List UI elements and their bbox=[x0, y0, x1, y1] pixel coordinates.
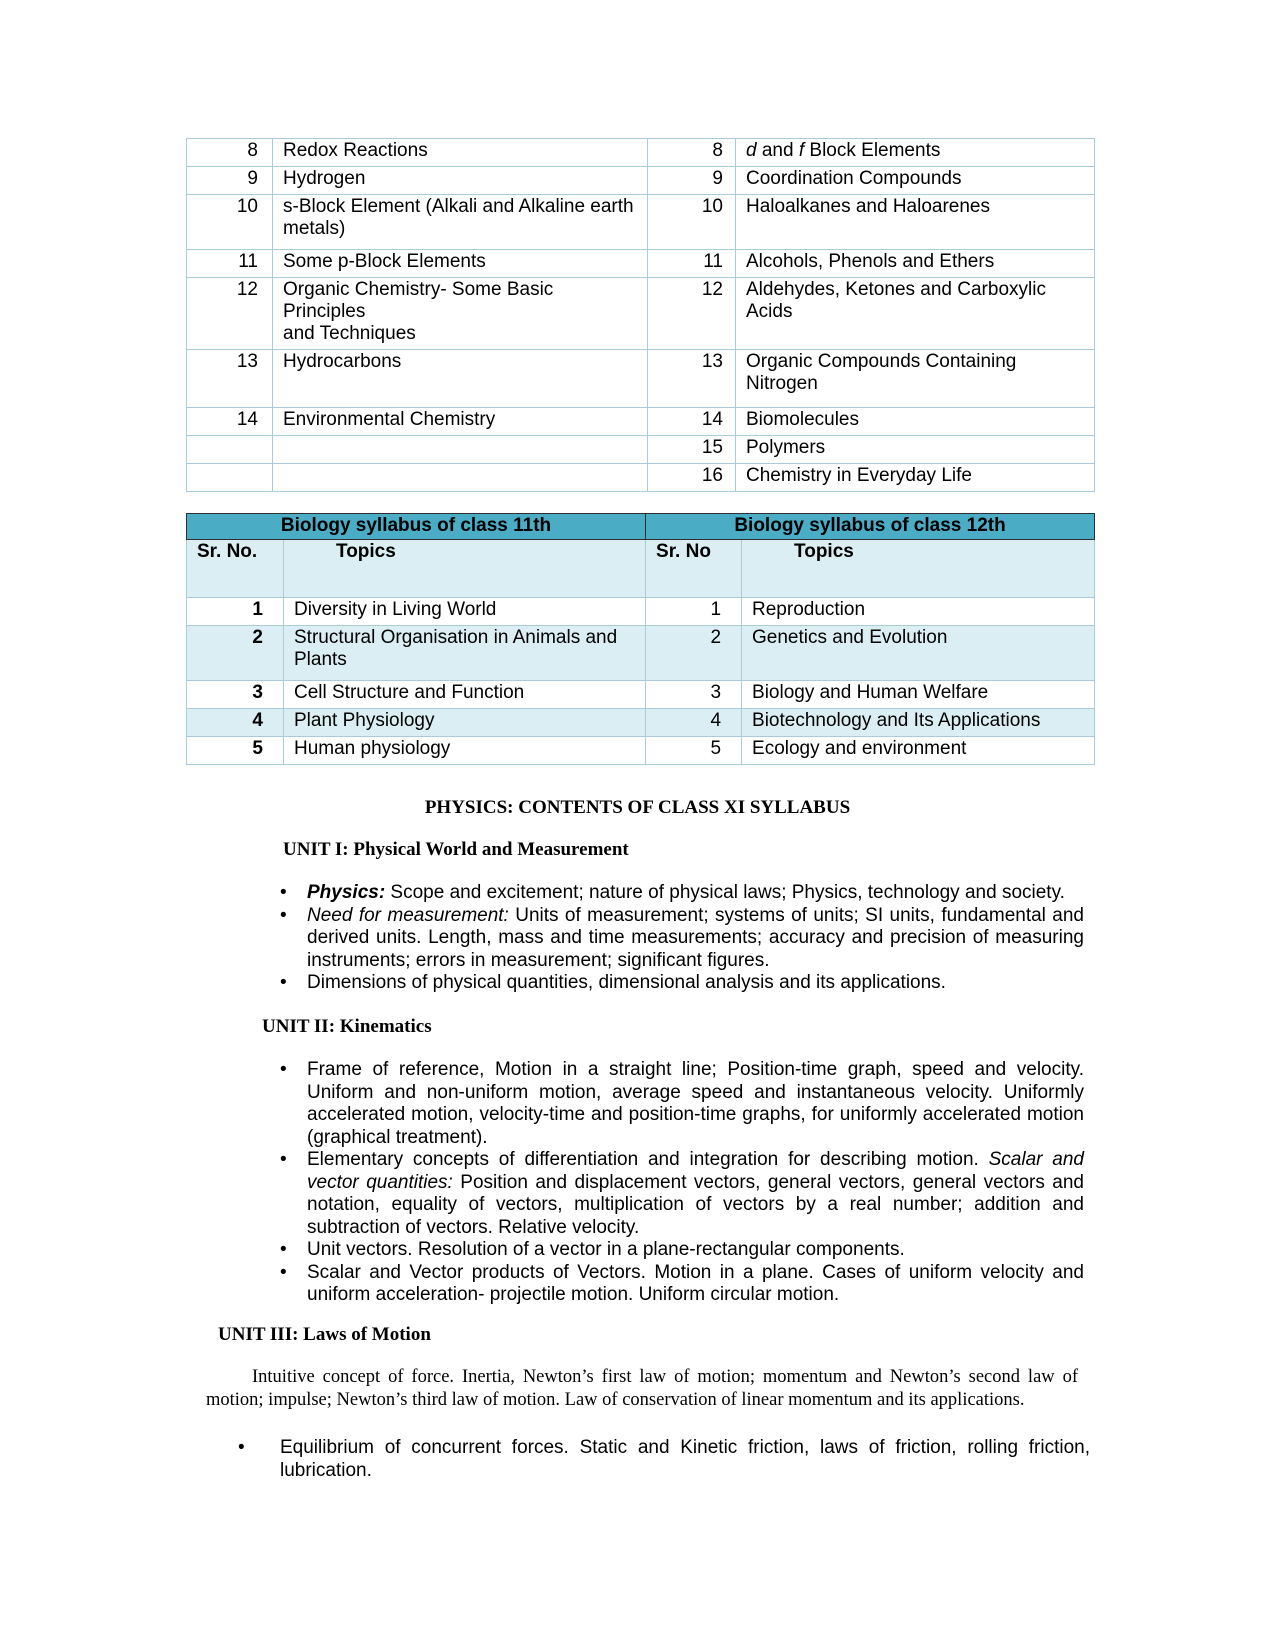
topic: Biomolecules bbox=[736, 408, 1095, 436]
header-topics: Topics bbox=[284, 540, 646, 598]
sr-no bbox=[187, 464, 273, 492]
sr-no: 10 bbox=[187, 195, 273, 250]
sr-no: 13 bbox=[648, 350, 736, 408]
sr-no: 8 bbox=[187, 139, 273, 167]
topic: Chemistry in Everyday Life bbox=[736, 464, 1095, 492]
unit2-bullets bbox=[280, 1059, 1084, 1307]
topic: Hydrogen bbox=[273, 167, 648, 195]
table-row bbox=[187, 598, 1095, 626]
table-row bbox=[187, 681, 1095, 709]
sr-no: 8 bbox=[648, 139, 736, 167]
sr-no: 4 bbox=[646, 709, 742, 737]
header-sr-no: Sr. No bbox=[646, 540, 742, 598]
topic: Hydrocarbons bbox=[273, 350, 648, 408]
unit1-title: UNIT I: Physical World and Measurement bbox=[283, 839, 629, 860]
unit1-bullets bbox=[280, 882, 1084, 995]
list-item: • Equilibrium of concurrent forces. Static and Kinetic friction, laws of friction, rolling friction, lubrication. bbox=[238, 1437, 1090, 1481]
topic: Ecology and environment bbox=[742, 737, 1095, 765]
topic: Reproduction bbox=[742, 598, 1095, 626]
topic: Polymers bbox=[736, 436, 1095, 464]
topic: Cell Structure and Function bbox=[284, 681, 646, 709]
topic: Biology and Human Welfare bbox=[742, 681, 1095, 709]
unit3-paragraph: Intuitive concept of force. Inertia, Newton’s first law of motion; momentum and Newton’s second law of motion; impulse; Newton’s third law of motion. Law of conservation of linear momentum and its applications. bbox=[206, 1367, 1078, 1410]
list-item: • Frame of reference, Motion in a straight line; Position-time graph, speed and velocity. Uniform and non-uniform motion, average speed and instantaneous velocity. Uniformly accelerated motion, velocity-time and position-time graphs, for uniformly accelerated motion (graphical treatment). bbox=[280, 1059, 1084, 1148]
sr-no: 11 bbox=[648, 250, 736, 278]
header-sr-no: Sr. No. bbox=[187, 540, 284, 598]
sr-no: 9 bbox=[187, 167, 273, 195]
sr-no: 2 bbox=[187, 626, 284, 681]
sr-no: 11 bbox=[187, 250, 273, 278]
topic: Haloalkanes and Haloarenes bbox=[736, 195, 1095, 250]
topic: s-Block Element (Alkali and Alkaline earth metals) bbox=[273, 195, 648, 250]
list-item: • Scalar and Vector products of Vectors. Motion in a plane. Cases of uniform velocity and uniform acceleration- projectile motion. Uniform circular motion. bbox=[280, 1261, 1084, 1305]
table-row bbox=[187, 464, 1095, 492]
sr-no: 1 bbox=[187, 598, 284, 626]
header-topics: Topics bbox=[742, 540, 1095, 598]
table-row bbox=[187, 709, 1095, 737]
topic: Plant Physiology bbox=[284, 709, 646, 737]
table-row bbox=[187, 626, 1095, 681]
sr-no: 14 bbox=[648, 408, 736, 436]
unit2-title: UNIT II: Kinematics bbox=[262, 1016, 432, 1037]
sr-no: 13 bbox=[187, 350, 273, 408]
sr-no: 16 bbox=[648, 464, 736, 492]
sr-no: 5 bbox=[646, 737, 742, 765]
list-item: • Physics: Scope and excitement; nature of physical laws; Physics, technology and society. bbox=[280, 882, 1065, 903]
topic: Environmental Chemistry bbox=[273, 408, 648, 436]
list-item: • Elementary concepts of differentiation and integration for describing motion. Scalar and vector quantities: Position and displacement vectors, general vectors, general vectors and notation, equality of vectors, multiplication of vectors by a real number; addition and subtraction of vectors. Relative velocity. bbox=[280, 1149, 1084, 1238]
topic: Organic Compounds Containing Nitrogen bbox=[736, 350, 1095, 408]
table-row bbox=[187, 737, 1095, 765]
topic: Genetics and Evolution bbox=[742, 626, 1095, 681]
sr-no: 5 bbox=[187, 737, 284, 765]
sr-no: 9 bbox=[648, 167, 736, 195]
topic: Coordination Compounds bbox=[736, 167, 1095, 195]
sr-no: 15 bbox=[648, 436, 736, 464]
sr-no: 12 bbox=[187, 278, 273, 350]
unit3-title: UNIT III: Laws of Motion bbox=[218, 1324, 431, 1345]
table-header-row bbox=[187, 540, 1095, 598]
table-row bbox=[187, 167, 1095, 195]
table-row bbox=[187, 195, 1095, 250]
list-item: • Unit vectors. Resolution of a vector in a plane-rectangular components. bbox=[280, 1239, 905, 1260]
topic: Structural Organisation in Animals and Plants bbox=[284, 626, 646, 681]
sr-no: 12 bbox=[648, 278, 736, 350]
sr-no: 3 bbox=[646, 681, 742, 709]
topic: Organic Chemistry- Some Basic Principles and Techniques bbox=[273, 278, 648, 350]
sr-no: 3 bbox=[187, 681, 284, 709]
topic: Human physiology bbox=[284, 737, 646, 765]
topic: d and f Block Elements bbox=[736, 139, 1095, 167]
topic: Diversity in Living World bbox=[284, 598, 646, 626]
unit3-bullets bbox=[238, 1437, 1090, 1482]
topic: Redox Reactions bbox=[273, 139, 648, 167]
biology-syllabus-table bbox=[186, 513, 1095, 765]
sr-no: 2 bbox=[646, 626, 742, 681]
table-row bbox=[187, 139, 1095, 167]
sr-no: 10 bbox=[648, 195, 736, 250]
physics-heading: PHYSICS: CONTENTS OF CLASS XI SYLLABUS bbox=[424, 797, 851, 818]
chemistry-syllabus-table bbox=[186, 138, 1095, 492]
table-row bbox=[187, 250, 1095, 278]
topic: Aldehydes, Ketones and Carboxylic Acids bbox=[736, 278, 1095, 350]
biology-11-title: Biology syllabus of class 11th bbox=[187, 514, 646, 540]
sr-no: 4 bbox=[187, 709, 284, 737]
topic: Some p-Block Elements bbox=[273, 250, 648, 278]
sr-no: 1 bbox=[646, 598, 742, 626]
sr-no bbox=[187, 436, 273, 464]
table-row bbox=[187, 350, 1095, 408]
table-row bbox=[187, 408, 1095, 436]
list-item: • Need for measurement: Units of measurement; systems of units; SI units, fundamental and derived units. Length, mass and time measurements; accuracy and precision of measuring instruments; errors in measurement; significant figures. bbox=[280, 904, 1085, 971]
topic bbox=[273, 464, 648, 492]
table-row bbox=[187, 278, 1095, 350]
table-title-row bbox=[187, 514, 1095, 540]
topic: Biotechnology and Its Applications bbox=[742, 709, 1095, 737]
table-row bbox=[187, 436, 1095, 464]
sr-no: 14 bbox=[187, 408, 273, 436]
topic bbox=[273, 436, 648, 464]
list-item: • Dimensions of physical quantities, dimensional analysis and its applications. bbox=[280, 972, 946, 993]
topic: Alcohols, Phenols and Ethers bbox=[736, 250, 1095, 278]
biology-12-title: Biology syllabus of class 12th bbox=[646, 514, 1095, 540]
